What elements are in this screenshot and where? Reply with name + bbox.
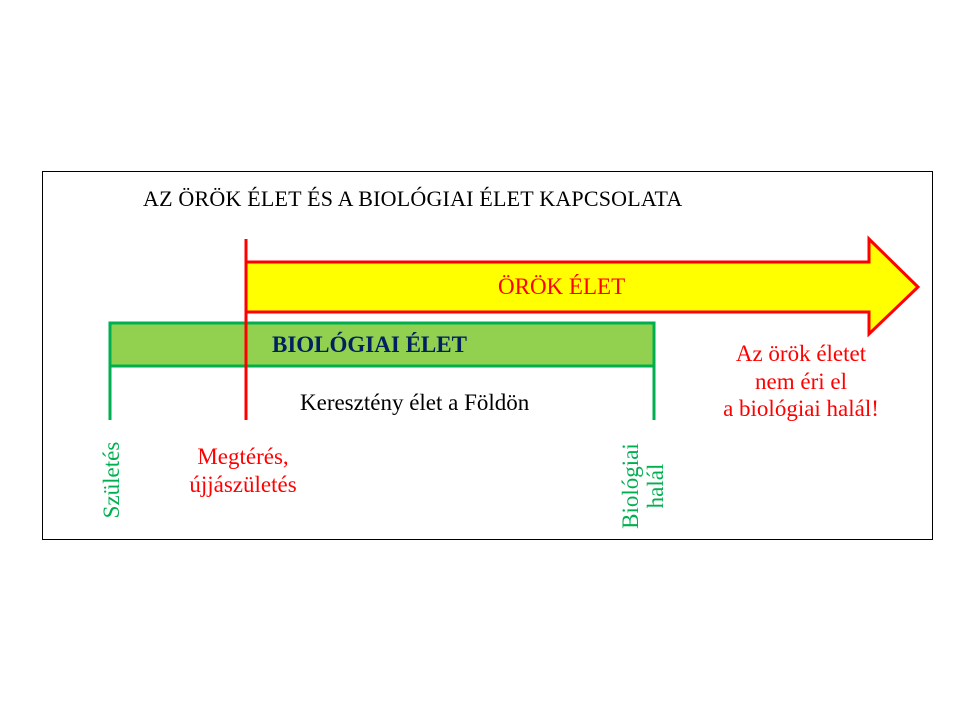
eternal-life-note: [696, 340, 906, 423]
note-line-1: Az örök életet: [735, 341, 867, 366]
diagram-title: AZ ÖRÖK ÉLET ÉS A BIOLÓGIAI ÉLET KAPCSOLATA: [143, 186, 683, 211]
earthly-life-label: Keresztény élet a Földön: [300, 390, 530, 415]
death-line-1: Biológiai: [618, 443, 643, 529]
note-line-3: a biológiai halál!: [723, 396, 879, 422]
conversion-line-2: újjászületés: [189, 471, 297, 497]
conversion-line-1: Megtérés,: [197, 444, 289, 469]
death-line-2: halál: [643, 463, 669, 509]
note-line-2: nem éri el: [755, 368, 847, 394]
biological-life-label: BIOLÓGIAI ÉLET: [272, 332, 467, 357]
eternal-life-label: ÖRÖK ÉLET: [498, 274, 626, 299]
biological-death-label: [618, 424, 670, 548]
birth-label: Születés: [99, 441, 124, 519]
conversion-label: [158, 443, 328, 498]
